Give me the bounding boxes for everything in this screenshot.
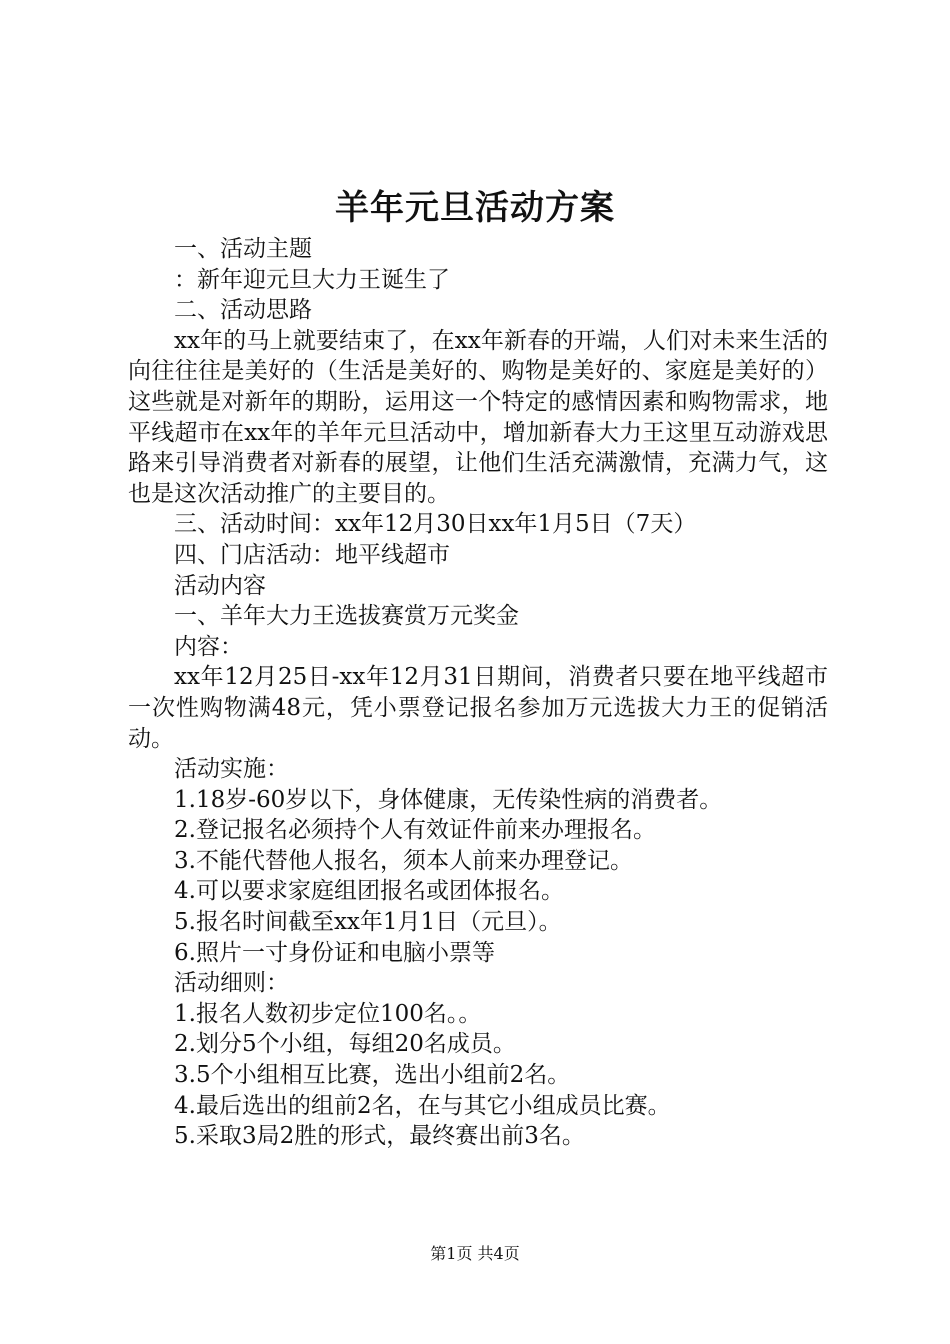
list-item: 2.划分5个小组，每组20名成员。 xyxy=(174,1031,516,1058)
section-heading-content: 活动内容 xyxy=(174,572,266,599)
section-heading-theme: 一、活动主题 xyxy=(174,236,312,262)
document-title: 羊年元旦活动方案 xyxy=(335,188,615,228)
section-heading-contest: 一、羊年大力王选拔赛赏万元奖金 xyxy=(174,603,519,630)
label-rules: 活动细则： xyxy=(174,970,289,997)
list-item: 1.报名人数初步定位100名。。 xyxy=(174,1000,482,1027)
label-content: 内容： xyxy=(174,633,243,660)
list-item: 4.最后选出的组前2名，在与其它小组成员比赛。 xyxy=(174,1092,671,1119)
list-item: 1.18岁-60岁以下，身体健康，无传染性病的消费者。 xyxy=(174,786,723,813)
list-item: 5.报名时间截至xx年1月1日（元旦）。 xyxy=(174,909,562,936)
list-item: 4.可以要求家庭组团报名或团体报名。 xyxy=(174,878,564,905)
list-item: 5.采取3局2胜的形式，最终赛出前3名。 xyxy=(174,1123,585,1150)
list-item: 3.5个小组相互比赛，选出小组前2名。 xyxy=(174,1062,571,1089)
paragraph-approach: xx年的马上就要结束了，在xx年新春的开端，人们对未来生活的向往往往是美好的（生活是美好的、购物是美好的、家庭是美好的）这些就是对新年的期盼，运用这一个特定的感情因素和购物需求，地平线超市在xx年的羊年元旦活动中，增加新春大力王这里互动游戏思路来引导消费者对新春的展望，让他们生活充满激情，充满力气，这也是这次活动推广的主要目的。 xyxy=(128,327,828,507)
paragraph-store: 四、门店活动：地平线超市 xyxy=(174,541,450,568)
label-implementation: 活动实施： xyxy=(174,756,289,783)
page-footer: 第1页 共4页 xyxy=(430,1244,520,1263)
list-item: 2.登记报名必须持个人有效证件前来办理报名。 xyxy=(174,817,656,844)
paragraph-time: 三、活动时间：xx年12月30日xx年1月5日（7天） xyxy=(174,511,697,538)
paragraph-contest-details: xx年12月25日-xx年12月31日期间，消费者只要在地平线超市一次性购物满48元，凭小票登记报名参加万元选拔大力王的促销活动。 xyxy=(128,664,828,752)
list-item: 6.照片一寸身份证和电脑小票等 xyxy=(174,939,495,966)
section-heading-approach: 二、活动思路 xyxy=(174,297,312,324)
list-item: 3.不能代替他人报名，须本人前来办理登记。 xyxy=(174,847,633,874)
document-body xyxy=(128,234,828,1152)
paragraph-theme: ：新年迎元旦大力王诞生了 xyxy=(174,266,450,293)
